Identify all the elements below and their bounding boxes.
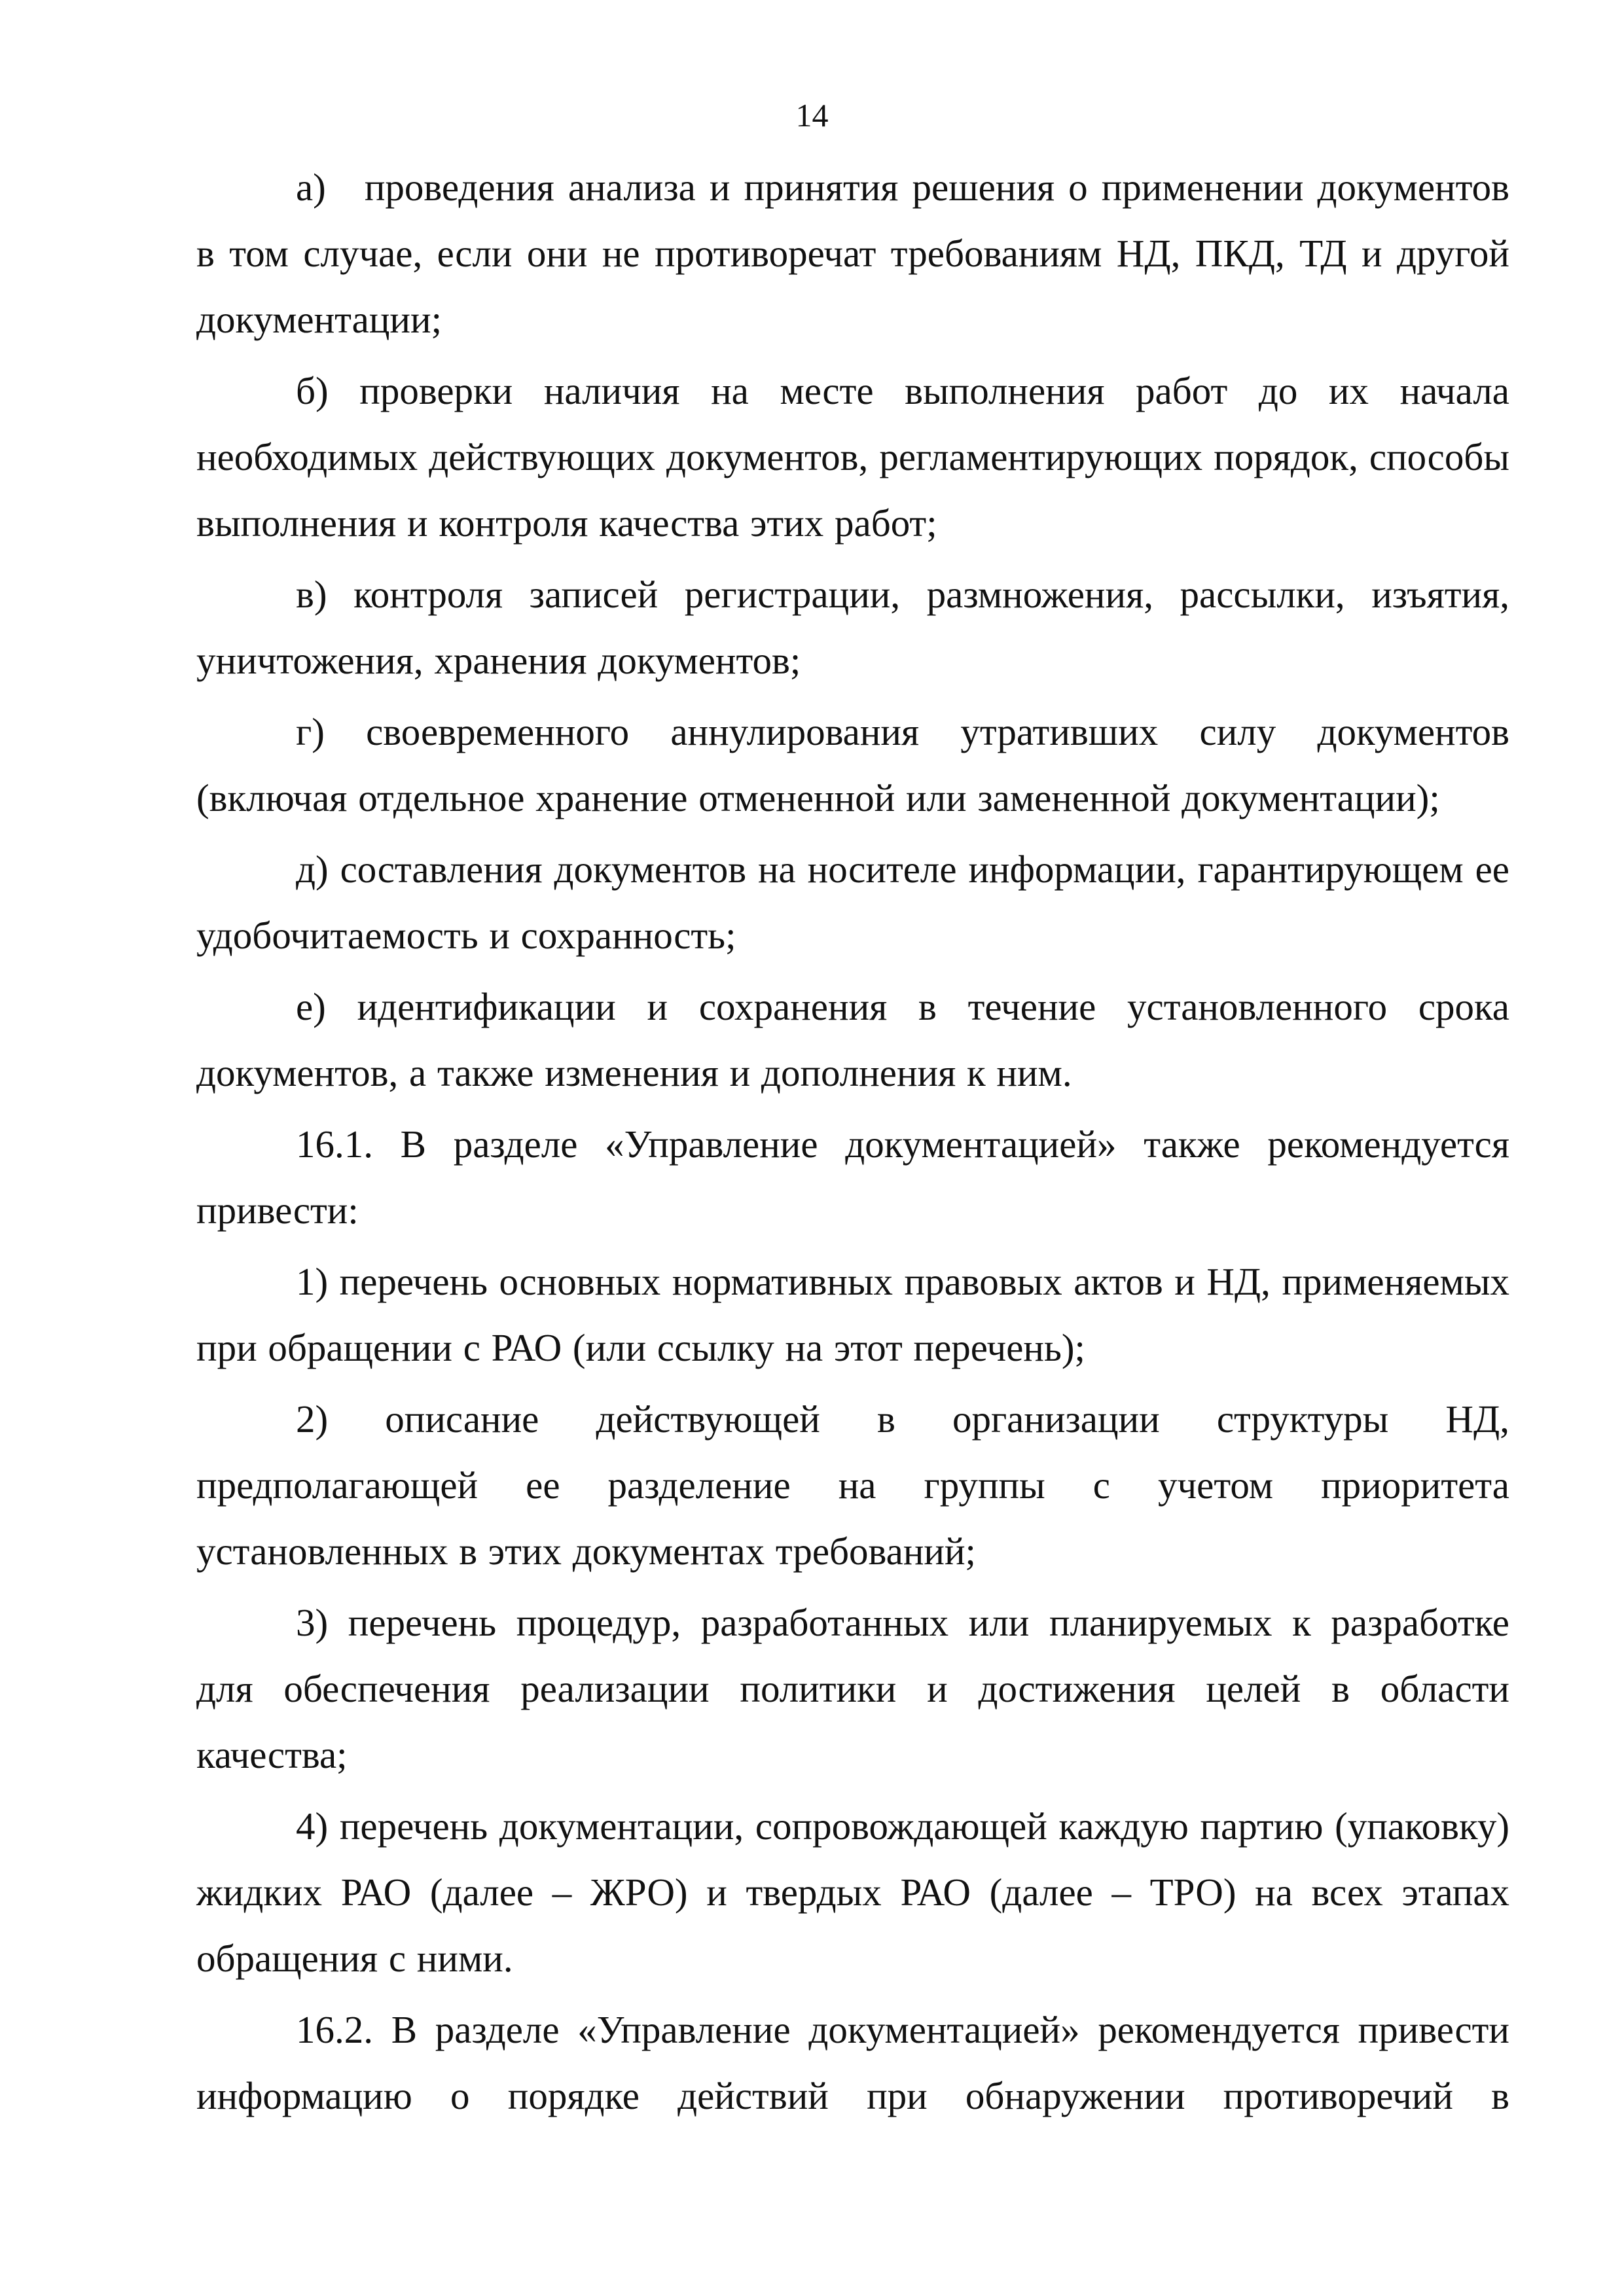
list-item-a: а) проведения анализа и принятия решения о применении документов в том случае, если они не противоречат требованиям НД, ПКД, ТД и другой документации; xyxy=(196,166,1509,341)
list-item-b: б) проверки наличия на месте выполнения работ до их начала необходимых действующих документов, регламентирующих порядок, способы выполнения и контроля качества этих работ; xyxy=(196,369,1509,545)
section-16-1-intro: 16.1. В разделе «Управление документацией» также рекомендуется привести: xyxy=(196,1122,1509,1232)
list-item-4: 4) перечень документации, сопровождающей каждую партию (упаковку) жидких РАО (далее – ЖРО) и твердых РАО (далее – ТРО) на всех этапах обращения с ними. xyxy=(196,1804,1509,1980)
list-item-v: в) контроля записей регистрации, размножения, рассылки, изъятия, уничтожения, хранения документов; xyxy=(196,573,1509,682)
list-item-d: д) составления документов на носителе информации, гарантирующем ее удобочитаемость и сохранность; xyxy=(196,848,1509,957)
list-item-g: г) своевременного аннулирования утративших силу документов (включая отдельное хранение отмененной или замененной документации); xyxy=(196,710,1509,819)
list-item-1: 1) перечень основных нормативных правовых актов и НД, применяемых при обращении с РАО (или ссылку на этот перечень); xyxy=(196,1260,1509,1369)
list-item-e: е) идентификации и сохранения в течение установленного срока документов, а также изменения и дополнения к ним. xyxy=(196,985,1509,1094)
section-16-2-text: 16.2. В разделе «Управление документацией» рекомендуется привести информацию о порядке действий при обнаружении противоречий в xyxy=(196,2008,1509,2117)
document-body xyxy=(196,154,1509,2134)
list-item-2: 2) описание действующей в организации структуры НД, предполагающей ее разделение на группы с учетом приоритета установленных в этих документах требований; xyxy=(196,1397,1509,1573)
list-item-3: 3) перечень процедур, разработанных или планируемых к разработке для обеспечения реализации политики и достижения целей в области качества; xyxy=(196,1601,1509,1776)
page-number: 14 xyxy=(795,97,829,134)
